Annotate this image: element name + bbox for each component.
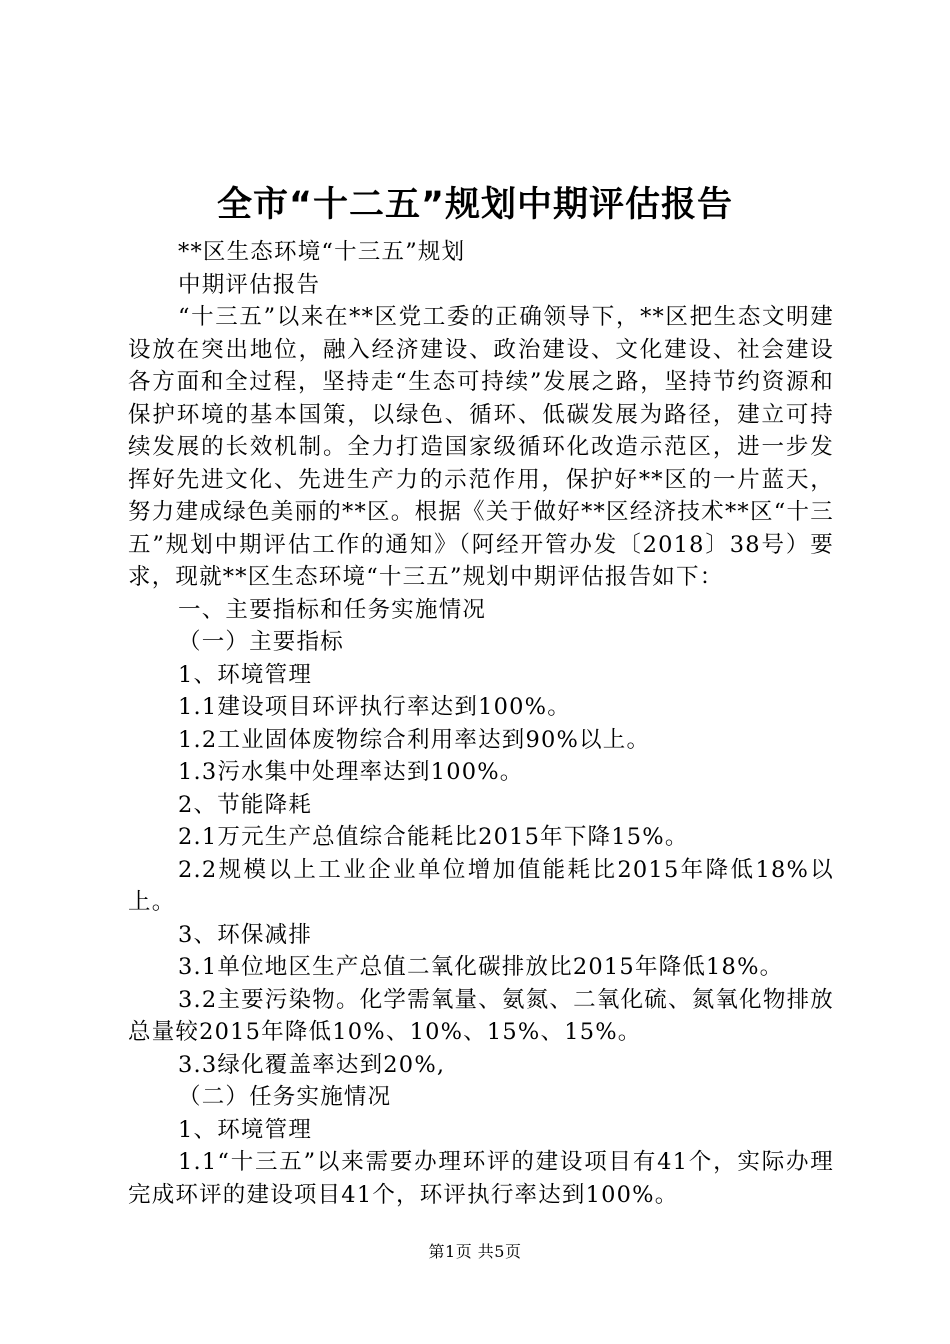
list-item: 1.2工业固体废物综合利用率达到90%以上。 [178, 726, 651, 753]
list-item: 3.3绿化覆盖率达到20%, [178, 1051, 446, 1078]
item-heading: 3、环保减排 [178, 921, 313, 948]
list-item: 1.1建设项目环评执行率达到100%。 [178, 694, 571, 720]
list-item: 1.3污水集中处理率达到100%。 [178, 759, 524, 785]
list-item: 2.1万元生产总值综合能耗比2015年下降15%。 [178, 824, 689, 850]
page-footer: 第1页 共5页 [428, 1242, 522, 1261]
document-title: 全市“十二五”规划中期评估报告 [216, 185, 733, 225]
item-heading: 1、环境管理 [178, 1116, 313, 1143]
document-body [128, 236, 834, 1211]
list-item: 1.1“十三五”以来需要办理环评的建设项目有41个，实际办理完成环评的建设项目41个，环评执行率达到100%。 [128, 1149, 834, 1208]
paragraph: **区生态环境“十三五”规划 [178, 239, 466, 265]
subsection-heading: （一）主要指标 [178, 629, 344, 655]
list-item: 3.2主要污染物。化学需氧量、氨氮、二氧化硫、氮氧化物排放总量较2015年降低10%、10%、15%、15%。 [128, 986, 834, 1045]
item-heading: 1、环境管理 [178, 661, 313, 688]
paragraph: “十三五”以来在**区党工委的正确领导下，**区把生态文明建设放在突出地位，融入经济建设、政治建设、文化建设、社会建设各方面和全过程，坚持走“生态可持续”发展之路，坚持节约资源和保护环境的基本国策，以绿色、循环、低碳发展为路径，建立可持续发展的长效机制。全力打造国家级循环化改造示范区，进一步发挥好先进文化、先进生产力的示范作用，保护好**区的一片蓝天，努力建成绿色美丽的**区。根据《关于做好**区经济技术**区“十三五”规划中期评估工作的通知》（阿经开管办发〔2018〕38号）要求，现就**区生态环境“十三五”规划中期评估报告如下： [128, 304, 834, 590]
subsection-heading: （二）任务实施情况 [178, 1084, 392, 1110]
item-heading: 2、节能降耗 [178, 791, 313, 818]
paragraph: 中期评估报告 [178, 271, 321, 298]
list-item: 2.2规模以上工业企业单位增加值能耗比2015年降低18%以上。 [128, 856, 834, 915]
section-heading: 一、主要指标和任务实施情况 [178, 596, 487, 623]
list-item: 3.1单位地区生产总值二氧化碳排放比2015年降低18%。 [178, 954, 784, 980]
